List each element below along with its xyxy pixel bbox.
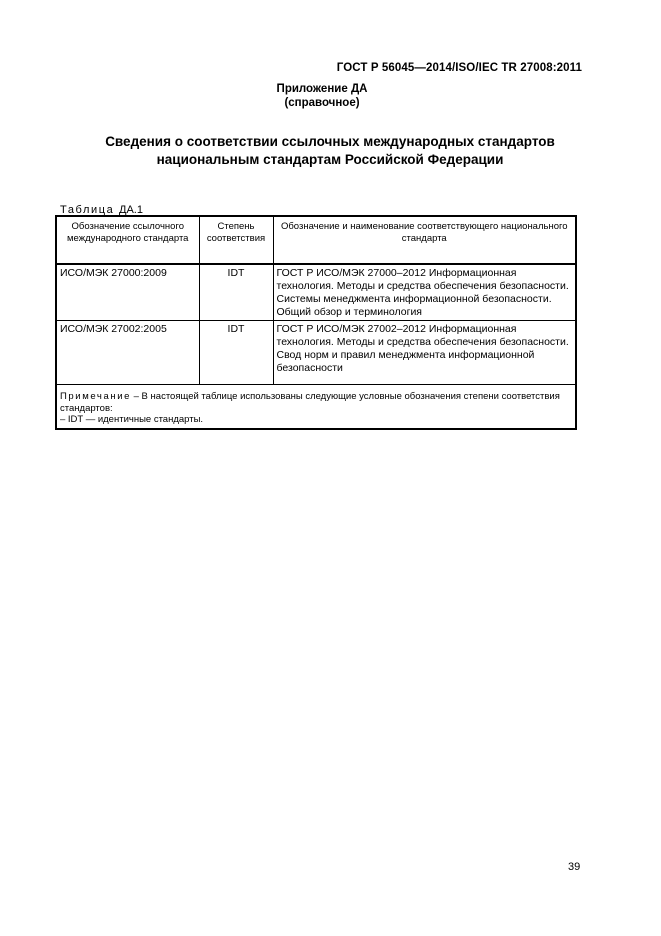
column-header-national-standard: Обозначение и наименование соответствующего национального стандарта	[273, 216, 576, 264]
standards-correspondence-table	[55, 215, 577, 430]
table-row	[56, 264, 576, 321]
table-caption-label: Таблица	[60, 204, 115, 216]
annex-heading	[258, 82, 386, 110]
note-text: – В настоящей таблице использованы следующие условные обозначения степени соответствия стандартов:	[60, 391, 560, 414]
column-header-intl-standard: Обозначение ссылочного международного стандарта	[56, 216, 199, 264]
annex-title: Приложение ДА	[276, 83, 368, 95]
page-title	[40, 133, 620, 169]
cell-degree: IDT	[199, 321, 273, 385]
table-caption-number: ДА.1	[119, 204, 143, 216]
note-item: – IDT — идентичные стандарты.	[60, 414, 204, 425]
cell-intl-standard: ИСО/МЭК 27000:2009	[56, 264, 199, 321]
table-row	[56, 321, 576, 385]
cell-intl-standard: ИСО/МЭК 27002:2005	[56, 321, 199, 385]
table-note-row	[56, 385, 576, 429]
page-title-line-2: национальным стандартам Российской Федерации	[156, 152, 504, 167]
cell-national-standard: ГОСТ Р ИСО/МЭК 27000–2012 Информационная технология. Методы и средства обеспечения безопасности. Системы менеджмента информационной безопасности. Общий обзор и терминология	[273, 264, 576, 321]
page-title-line-1: Сведения о соответствии ссылочных международных стандартов	[105, 134, 555, 149]
page-number: 39	[568, 861, 581, 873]
table-note	[56, 385, 576, 429]
column-header-degree: Степень соответствия	[199, 216, 273, 264]
table-header-row	[56, 216, 576, 264]
document-code: ГОСТ Р 56045—2014/ISO/IEC TR 27008:2011	[336, 62, 582, 74]
annex-subtitle: (справочное)	[284, 97, 360, 109]
cell-national-standard: ГОСТ Р ИСО/МЭК 27002–2012 Информационная технология. Методы и средства обеспечения безопасности. Свод норм и правил менеджмента информационной безопасности	[273, 321, 576, 385]
note-label: Примечание	[60, 391, 131, 402]
cell-degree: IDT	[199, 264, 273, 321]
